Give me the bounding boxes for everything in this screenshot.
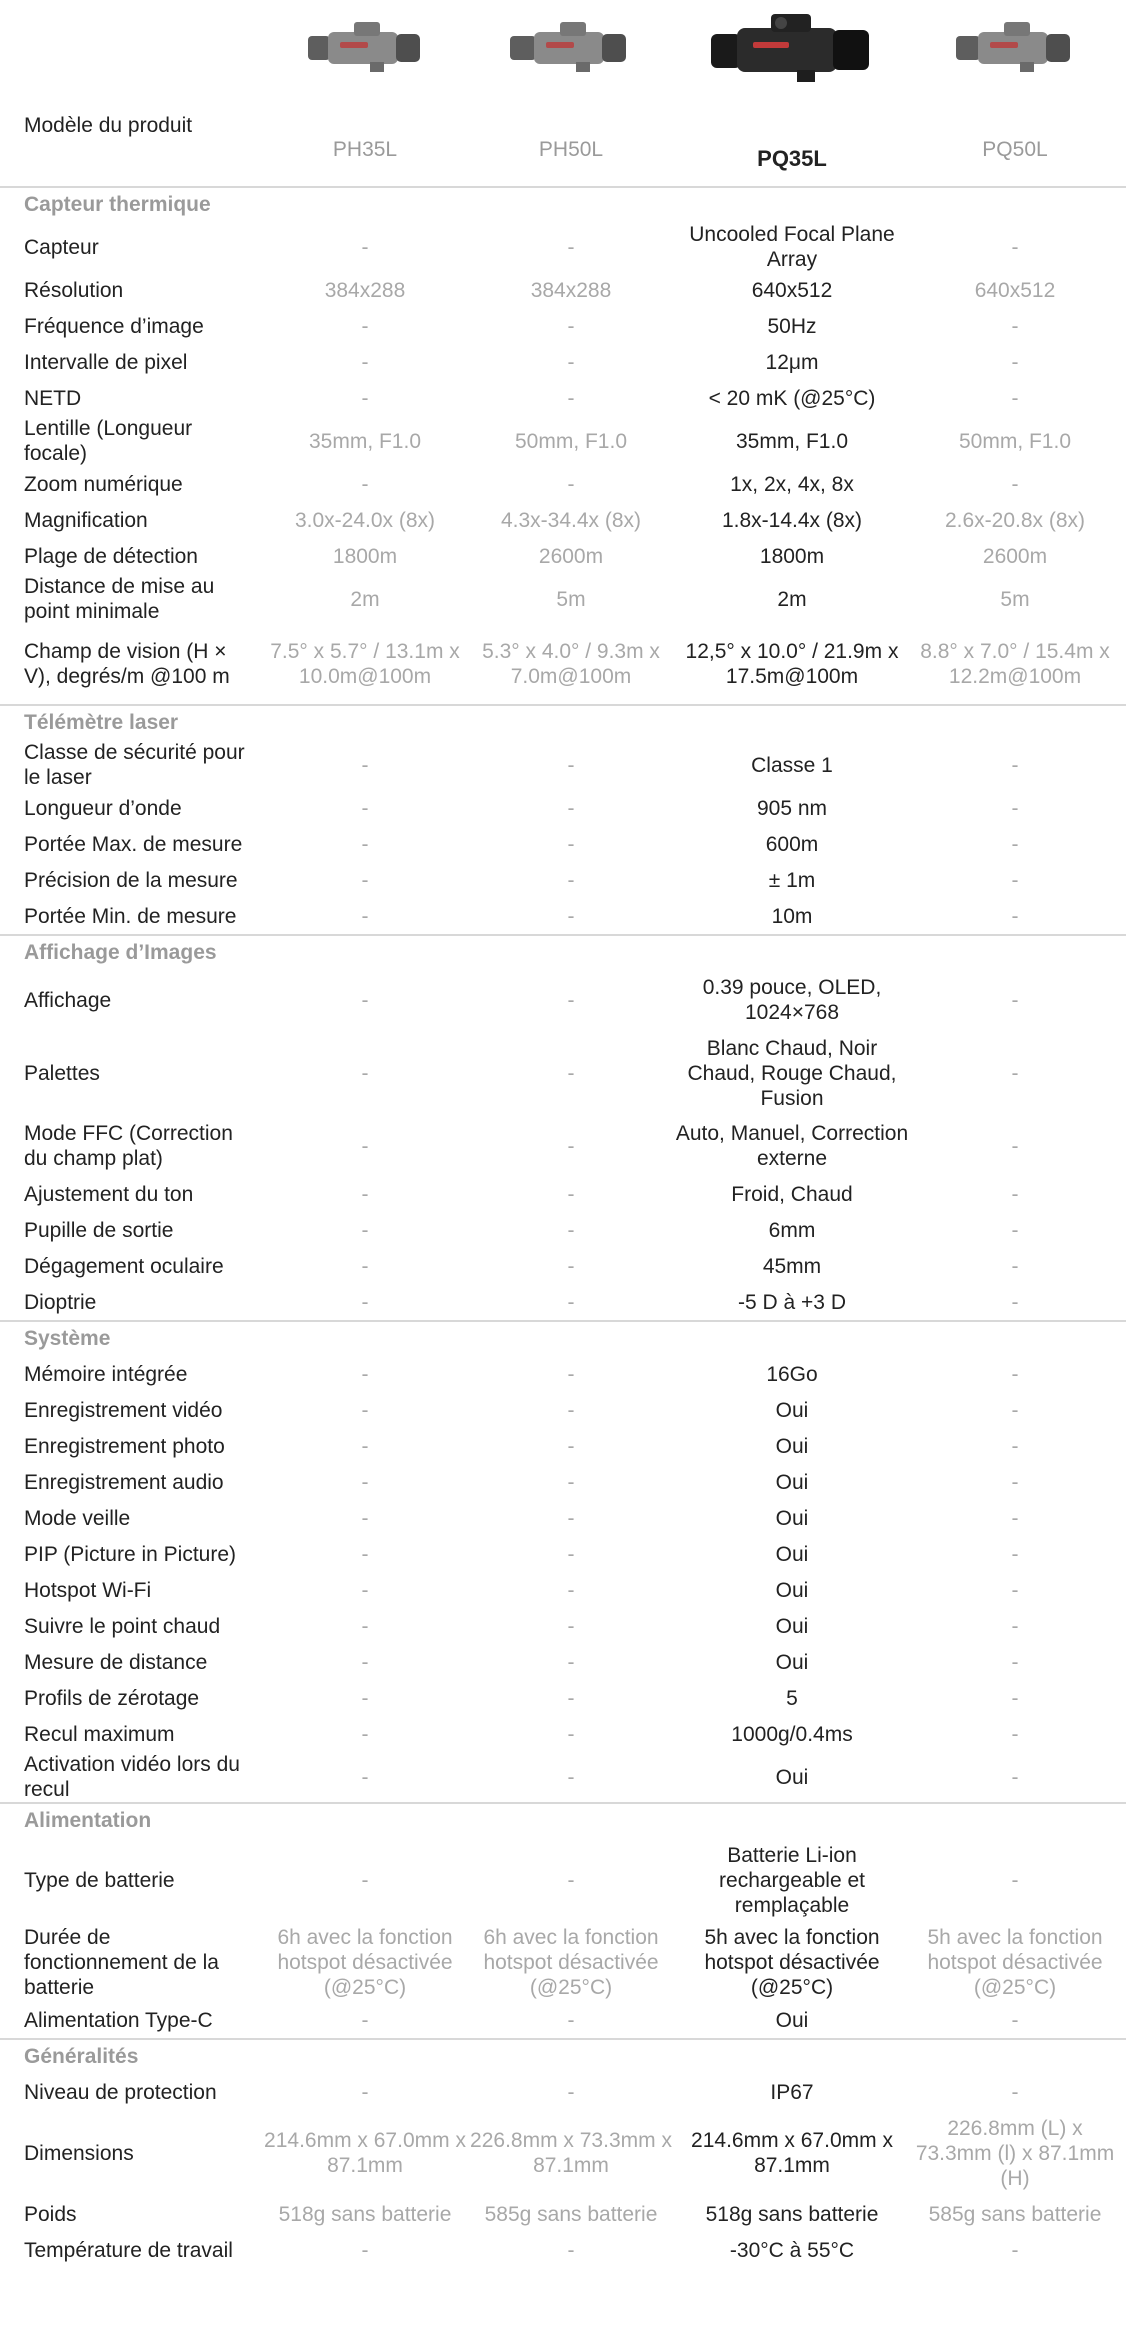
spec-value: 518g sans batterie	[705, 2202, 879, 2226]
spec-label: Alimentation Type-C	[24, 2008, 213, 2032]
spec-value: 5m	[556, 587, 586, 611]
spec-value: Uncooled Focal Plane Array	[689, 223, 895, 271]
spec-row	[0, 380, 1126, 416]
spec-value: -	[361, 868, 369, 892]
spec-value: -	[567, 1218, 575, 1242]
product-column-ph50l[interactable]	[468, 0, 674, 186]
spec-row	[0, 574, 1126, 624]
spec-label: Dégagement oculaire	[24, 1254, 224, 1278]
spec-value: 2600m	[982, 544, 1048, 568]
spec-row	[0, 1838, 1126, 1922]
spec-value: 5.3° x 4.0° / 9.3m x 7.0m@100m	[482, 640, 660, 688]
spec-value: Batterie Li-ion rechargeable et remplaçable	[719, 1843, 865, 1917]
spec-row	[0, 308, 1126, 344]
spec-label: Zoom numérique	[24, 472, 183, 496]
spec-label: Température de travail	[24, 2238, 233, 2262]
section-title: Capteur thermique	[24, 193, 211, 216]
spec-value: 1x, 2x, 4x, 8x	[730, 472, 854, 496]
spec-value: 35mm, F1.0	[735, 429, 849, 453]
spec-value: -	[361, 1434, 369, 1458]
spec-value: Oui	[775, 2008, 809, 2032]
spec-value: -	[1011, 314, 1019, 338]
product-name: PQ35L	[757, 146, 827, 171]
spec-value: 0.39 pouce, OLED, 1024×768	[702, 976, 882, 1024]
spec-row	[0, 1464, 1126, 1500]
spec-value: Oui	[775, 1542, 809, 1566]
spec-label: Longueur d’onde	[24, 796, 182, 820]
spec-value: -	[1011, 1254, 1019, 1278]
spec-value: -	[567, 1506, 575, 1530]
spec-value: -	[361, 235, 369, 259]
spec-value: 384x288	[324, 278, 406, 302]
spec-value: -	[567, 1614, 575, 1638]
spec-value: 2600m	[538, 544, 604, 568]
spec-label: Mesure de distance	[24, 1650, 208, 1674]
spec-value: Oui	[775, 1578, 809, 1602]
spec-row	[0, 1500, 1126, 1536]
spec-value: -	[361, 2008, 369, 2032]
spec-value: -	[1011, 1542, 1019, 1566]
spec-label: Enregistrement audio	[24, 1470, 224, 1494]
spec-row	[0, 1680, 1126, 1716]
spec-label: Poids	[24, 2202, 77, 2226]
spec-value: -	[567, 1470, 575, 1494]
spec-value: Oui	[775, 1765, 809, 1789]
spec-value: -	[361, 350, 369, 374]
spec-value: -	[361, 1650, 369, 1674]
spec-value: 10m	[771, 904, 813, 928]
spec-row	[0, 740, 1126, 790]
spec-value: 585g sans batterie	[928, 2202, 1102, 2226]
spec-value: 6h avec la fonction hotspot désactivée (@25°C)	[483, 1925, 659, 1999]
spec-value: -	[1011, 2008, 1019, 2032]
spec-label: Mode veille	[24, 1506, 131, 1530]
spec-label: Recul maximum	[24, 1722, 175, 1746]
spec-value: -	[567, 1542, 575, 1566]
spec-value: -	[567, 988, 575, 1012]
spec-label: Profils de zérotage	[24, 1686, 200, 1710]
spec-value: Classe 1	[751, 753, 833, 777]
spec-value: 6mm	[768, 1218, 816, 1242]
spec-value: -	[1011, 1061, 1019, 1085]
spec-row	[0, 1644, 1126, 1680]
spec-value: -	[1011, 904, 1019, 928]
spec-value: -	[361, 1290, 369, 1314]
spec-value: -	[361, 832, 369, 856]
spec-label: Distance de mise au point minimale	[24, 575, 215, 623]
spec-value: 5h avec la fonction hotspot désactivée (@25°C)	[704, 1925, 880, 1999]
spec-label: Capteur	[24, 235, 99, 259]
spec-value: -	[1011, 2238, 1019, 2262]
spec-sections	[0, 188, 1126, 2268]
spec-value: 2.6x-20.8x (8x)	[944, 508, 1086, 532]
spec-value: -	[567, 1254, 575, 1278]
spec-value: Oui	[775, 1614, 809, 1638]
spec-value: Froid, Chaud	[731, 1182, 853, 1206]
spec-value: -	[567, 1650, 575, 1674]
spec-label: Fréquence d’image	[24, 314, 204, 338]
spec-row	[0, 538, 1126, 574]
spec-value: 8.8° x 7.0° / 15.4m x 12.2m@100m	[920, 640, 1110, 688]
spec-value: 384x288	[530, 278, 612, 302]
spec-value: -	[361, 796, 369, 820]
spec-value: Oui	[775, 1470, 809, 1494]
spec-value: -	[361, 1542, 369, 1566]
spec-value: 50mm, F1.0	[958, 429, 1072, 453]
spec-value: -	[361, 1061, 369, 1085]
spec-label: Portée Min. de mesure	[24, 904, 237, 928]
spec-section	[0, 706, 1126, 936]
spec-value: -	[567, 314, 575, 338]
spec-row	[0, 1248, 1126, 1284]
spec-label: Magnification	[24, 508, 148, 532]
spec-row	[0, 2074, 1126, 2110]
spec-row	[0, 1176, 1126, 1212]
section-title: Affichage d’Images	[24, 941, 217, 964]
spec-row	[0, 1572, 1126, 1608]
spec-row	[0, 466, 1126, 502]
spec-value: -5 D à +3 D	[738, 1290, 846, 1314]
spec-value: -	[1011, 1218, 1019, 1242]
spec-row	[0, 898, 1126, 934]
product-column-pq35l[interactable]	[674, 0, 910, 186]
spec-row	[0, 1922, 1126, 2002]
spec-value: -	[361, 753, 369, 777]
spec-value: -	[567, 2238, 575, 2262]
spec-value: 35mm, F1.0	[308, 429, 422, 453]
spec-label: Suivre le point chaud	[24, 1614, 221, 1638]
spec-row	[0, 1356, 1126, 1392]
spec-row	[0, 502, 1126, 538]
spec-value: 5	[786, 1686, 798, 1710]
spec-value: -	[567, 868, 575, 892]
spec-label: Activation vidéo lors du recul	[24, 1753, 240, 1801]
spec-row	[0, 272, 1126, 308]
spec-row	[0, 2002, 1126, 2038]
spec-value: -	[567, 1398, 575, 1422]
spec-value: 45mm	[762, 1254, 822, 1278]
spec-label: PIP (Picture in Picture)	[24, 1542, 237, 1566]
spec-value: 4.3x-34.4x (8x)	[500, 508, 642, 532]
scope-image-icon	[300, 16, 430, 78]
spec-value: -	[1011, 235, 1019, 259]
spec-value: 2m	[350, 587, 380, 611]
spec-value: -	[1011, 868, 1019, 892]
spec-label: Enregistrement photo	[24, 1434, 225, 1458]
spec-value: -	[361, 1722, 369, 1746]
spec-label: Lentille (Longueur focale)	[24, 417, 193, 465]
spec-label: Résolution	[24, 278, 124, 302]
spec-value: 2m	[777, 587, 807, 611]
spec-value: -	[567, 1182, 575, 1206]
spec-value: -	[1011, 1868, 1019, 1892]
spec-row	[0, 1392, 1126, 1428]
spec-value: Oui	[775, 1506, 809, 1530]
spec-value: 1800m	[332, 544, 398, 568]
section-title: Généralités	[24, 2045, 139, 2068]
spec-value: -	[567, 796, 575, 820]
spec-row	[0, 1116, 1126, 1176]
spec-value: -	[361, 1614, 369, 1638]
product-column-pq50l[interactable]	[910, 0, 1120, 186]
spec-value: 905 nm	[756, 796, 828, 820]
spec-label: NETD	[24, 386, 82, 410]
spec-label: Ajustement du ton	[24, 1182, 194, 1206]
spec-value: -	[567, 1765, 575, 1789]
spec-value: 5h avec la fonction hotspot désactivée (@25°C)	[927, 1925, 1103, 1999]
spec-row	[0, 970, 1126, 1030]
spec-value: 1.8x-14.4x (8x)	[721, 508, 863, 532]
section-title: Système	[24, 1327, 111, 1350]
spec-value: 50mm, F1.0	[514, 429, 628, 453]
spec-label: Dioptrie	[24, 1290, 97, 1314]
spec-label: Palettes	[24, 1061, 100, 1085]
spec-value: -	[361, 904, 369, 928]
spec-label: Portée Max. de mesure	[24, 832, 243, 856]
spec-value: -	[1011, 796, 1019, 820]
spec-label: Dimensions	[24, 2141, 134, 2165]
scope-image-icon	[950, 16, 1080, 78]
spec-value: -	[361, 1686, 369, 1710]
spec-value: -	[361, 472, 369, 496]
spec-value: 16Go	[766, 1362, 818, 1386]
spec-value: 640x512	[974, 278, 1056, 302]
spec-value: 214.6mm x 67.0mm x 87.1mm	[264, 2129, 466, 2177]
spec-label: Plage de détection	[24, 544, 198, 568]
spec-value: -	[1011, 1686, 1019, 1710]
spec-label: Classe de sécurité pour le laser	[24, 741, 245, 789]
product-model-label: Modèle du produit	[24, 114, 193, 137]
spec-value: 640x512	[751, 278, 833, 302]
product-header-row	[0, 0, 1126, 188]
spec-value: -	[567, 1290, 575, 1314]
spec-value: -	[567, 1722, 575, 1746]
spec-value: -30°C à 55°C	[729, 2238, 855, 2262]
product-name: PH35L	[332, 138, 398, 161]
spec-value: -	[567, 1686, 575, 1710]
spec-value: -	[1011, 1470, 1019, 1494]
spec-value: -	[361, 1470, 369, 1494]
spec-row	[0, 826, 1126, 862]
spec-value: -	[567, 350, 575, 374]
spec-value: -	[567, 2008, 575, 2032]
spec-row	[0, 2232, 1126, 2268]
spec-value: -	[361, 1362, 369, 1386]
spec-value: -	[1011, 1434, 1019, 1458]
spec-row	[0, 344, 1126, 380]
spec-value: -	[1011, 1722, 1019, 1746]
spec-value: 226.8mm x 73.3mm x 87.1mm	[470, 2129, 672, 2177]
spec-value: Blanc Chaud, Noir Chaud, Rouge Chaud, Fusion	[687, 1036, 897, 1110]
section-title: Alimentation	[24, 1809, 152, 1832]
spec-row	[0, 1716, 1126, 1752]
spec-value: -	[1011, 1765, 1019, 1789]
spec-row	[0, 1030, 1126, 1116]
spec-value: -	[1011, 1506, 1019, 1530]
spec-value: 600m	[765, 832, 819, 856]
spec-label: Intervalle de pixel	[24, 350, 188, 374]
spec-value: -	[567, 1134, 575, 1158]
spec-value: -	[1011, 1290, 1019, 1314]
spec-label: Hotspot Wi-Fi	[24, 1578, 152, 1602]
spec-label: Précision de la mesure	[24, 868, 238, 892]
spec-label: Champ de vision (H × V), degrés/m @100 m	[24, 640, 230, 688]
spec-value: Oui	[775, 1398, 809, 1422]
spec-value: -	[567, 1434, 575, 1458]
spec-value: -	[361, 1218, 369, 1242]
spec-value: -	[1011, 2080, 1019, 2104]
scope-image-icon	[506, 16, 636, 78]
spec-value: -	[1011, 386, 1019, 410]
spec-row	[0, 222, 1126, 272]
spec-value: -	[361, 1254, 369, 1278]
spec-value: -	[567, 386, 575, 410]
spec-value: 518g sans batterie	[278, 2202, 452, 2226]
spec-value: -	[1011, 1578, 1019, 1602]
spec-value: -	[361, 2238, 369, 2262]
spec-value: -	[361, 1506, 369, 1530]
spec-label: Niveau de protection	[24, 2080, 217, 2104]
spec-value: -	[1011, 1134, 1019, 1158]
spec-row	[0, 624, 1126, 704]
spec-section	[0, 1804, 1126, 2040]
spec-row	[0, 1752, 1126, 1802]
spec-row	[0, 790, 1126, 826]
spec-value: 585g sans batterie	[484, 2202, 658, 2226]
spec-value: 6h avec la fonction hotspot désactivée (@25°C)	[277, 1925, 453, 1999]
spec-value: -	[1011, 472, 1019, 496]
spec-value: -	[361, 1182, 369, 1206]
spec-value: 7.5° x 5.7° / 13.1m x 10.0m@100m	[270, 640, 460, 688]
spec-value: -	[361, 1398, 369, 1422]
spec-value: -	[1011, 832, 1019, 856]
spec-value: 1000g/0.4ms	[731, 1722, 853, 1746]
spec-label: Mémoire intégrée	[24, 1362, 188, 1386]
spec-label: Enregistrement vidéo	[24, 1398, 223, 1422]
spec-value: < 20 mK (@25°C)	[708, 386, 876, 410]
spec-value: -	[361, 1765, 369, 1789]
spec-value: -	[361, 1578, 369, 1602]
spec-value: 12,5° x 10.0° / 21.9m x 17.5m@100m	[685, 640, 899, 688]
spec-value: ± 1m	[768, 868, 816, 892]
section-title: Télémètre laser	[24, 711, 179, 734]
spec-value: -	[567, 1868, 575, 1892]
spec-value: -	[567, 2080, 575, 2104]
spec-value: 12μm	[765, 350, 819, 374]
spec-value: 1800m	[759, 544, 825, 568]
spec-row	[0, 1608, 1126, 1644]
spec-row	[0, 1212, 1126, 1248]
spec-row	[0, 1536, 1126, 1572]
spec-value: -	[567, 832, 575, 856]
spec-row	[0, 862, 1126, 898]
spec-value: 214.6mm x 67.0mm x 87.1mm	[691, 2129, 893, 2177]
spec-value: 226.8mm (L) x 73.3mm (l) x 87.1mm (H)	[915, 2116, 1115, 2190]
spec-section	[0, 188, 1126, 706]
spec-value: -	[567, 1362, 575, 1386]
spec-label: Pupille de sortie	[24, 1218, 174, 1242]
product-name: PH50L	[538, 138, 604, 161]
spec-value: -	[361, 386, 369, 410]
spec-value: Oui	[775, 1434, 809, 1458]
spec-value: -	[567, 1578, 575, 1602]
spec-row	[0, 1284, 1126, 1320]
spec-value: -	[1011, 753, 1019, 777]
spec-section	[0, 2040, 1126, 2268]
spec-value: -	[1011, 1650, 1019, 1674]
spec-value: 5m	[1000, 587, 1030, 611]
spec-label: Mode FFC (Correction du champ plat)	[24, 1122, 233, 1170]
spec-value: -	[361, 988, 369, 1012]
spec-value: -	[1011, 1362, 1019, 1386]
spec-value: -	[361, 1868, 369, 1892]
scope-image-icon	[707, 12, 877, 86]
spec-value: -	[567, 472, 575, 496]
spec-label: Type de batterie	[24, 1868, 175, 1892]
spec-value: -	[567, 753, 575, 777]
spec-value: -	[567, 1061, 575, 1085]
spec-value: 50Hz	[767, 314, 817, 338]
spec-row	[0, 2110, 1126, 2196]
spec-label: Affichage	[24, 988, 112, 1012]
spec-row	[0, 416, 1126, 466]
spec-value: -	[1011, 1182, 1019, 1206]
spec-value: -	[567, 235, 575, 259]
spec-value: -	[1011, 988, 1019, 1012]
spec-section	[0, 1322, 1126, 1804]
spec-value: -	[361, 2080, 369, 2104]
product-name: PQ50L	[982, 138, 1048, 161]
spec-value: Oui	[775, 1650, 809, 1674]
spec-value: IP67	[770, 2080, 814, 2104]
spec-value: -	[361, 314, 369, 338]
spec-value: -	[567, 904, 575, 928]
spec-value: -	[1011, 1398, 1019, 1422]
spec-label: Durée de fonctionnement de la batterie	[24, 1925, 219, 1999]
spec-row	[0, 1428, 1126, 1464]
product-column-ph35l[interactable]	[262, 0, 468, 186]
spec-section	[0, 936, 1126, 1322]
spec-value: 3.0x-24.0x (8x)	[294, 508, 436, 532]
spec-row	[0, 2196, 1126, 2232]
spec-value: -	[1011, 350, 1019, 374]
spec-value: -	[1011, 1614, 1019, 1638]
spec-value: -	[361, 1134, 369, 1158]
spec-value: Auto, Manuel, Correction externe	[675, 1122, 909, 1170]
